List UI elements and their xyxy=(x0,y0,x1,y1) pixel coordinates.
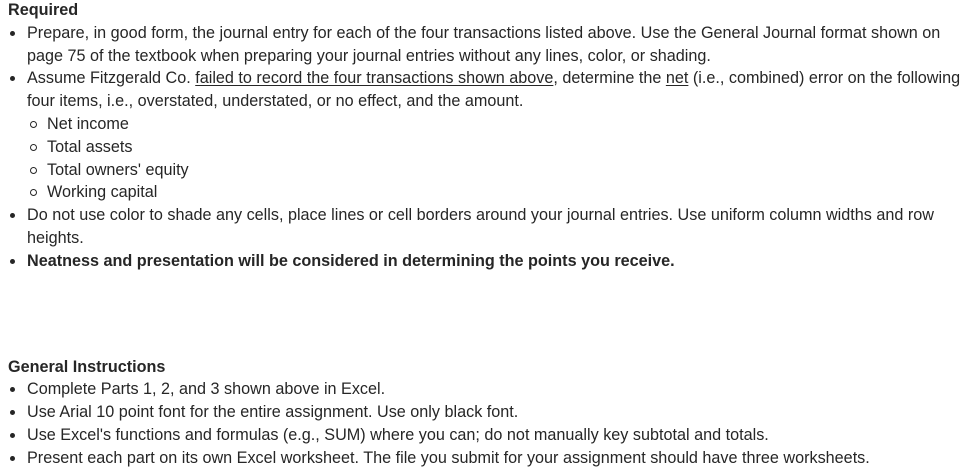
list-item xyxy=(8,22,974,68)
hollow-bullet-icon xyxy=(30,121,37,128)
sublist-item-text: Total assets xyxy=(47,137,133,156)
list-item-text: Use Excel's functions and formulas (e.g., SUM) where you can; do not manually key subtotal and totals. xyxy=(27,425,769,444)
bullet-icon xyxy=(10,410,15,415)
underlined-word: net xyxy=(665,69,689,88)
list-item-text: Present each part on its own Excel worksheet. The file you submit for your assignment should have three worksheets. xyxy=(27,448,870,467)
list-item xyxy=(8,250,974,273)
hollow-bullet-icon xyxy=(30,144,37,151)
bullet-icon xyxy=(10,76,15,81)
hollow-bullet-icon xyxy=(30,167,37,174)
list-item-text: Use Arial 10 point font for the entire assignment. Use only black font. xyxy=(27,403,519,422)
sublist-item xyxy=(27,181,974,204)
sublist-item xyxy=(27,159,974,182)
list-item-text-part: , determine the xyxy=(553,69,666,88)
bullet-icon xyxy=(10,213,15,218)
bullet-icon xyxy=(10,387,15,392)
list-item-text: Do not use color to shade any cells, place lines or cell borders around your journal entries. Use uniform column widths and row heights. xyxy=(27,206,934,247)
list-item-text: Prepare, in good form, the journal entry for each of the four transactions listed above. Use the General Journal format shown on page 75 of the textbook when preparing your journal entries without any lines, color, or shading. xyxy=(27,23,941,65)
bullet-icon xyxy=(10,259,15,264)
list-item-text: Complete Parts 1, 2, and 3 shown above in Excel. xyxy=(27,380,386,399)
bullet-icon xyxy=(10,456,15,461)
sublist-item xyxy=(27,113,974,136)
bullet-icon xyxy=(10,433,15,438)
list-item xyxy=(8,67,974,204)
list-item-text: Neatness and presentation will be considered in determining the points you receive. xyxy=(27,251,675,270)
general-instructions-list xyxy=(8,378,974,469)
sublist-item xyxy=(27,136,974,159)
list-item-text-part: Assume Fitzgerald Co. xyxy=(27,69,196,88)
sublist-item-text: Total owners' equity xyxy=(47,160,189,179)
list-item xyxy=(8,424,974,447)
sublist-item-text: Net income xyxy=(47,114,129,133)
sublist-item-text: Working capital xyxy=(47,183,158,202)
list-item xyxy=(8,378,974,401)
list-item xyxy=(8,204,974,250)
underlined-phrase: failed to record the four transactions shown above xyxy=(195,69,554,88)
hollow-bullet-icon xyxy=(30,189,37,196)
list-item-text-part: (i.e., combined) error on the following four items, i.e., overstated, understated, or no effect, and the amount. xyxy=(27,69,961,111)
required-list xyxy=(8,22,974,273)
list-item xyxy=(8,401,974,424)
general-instructions-heading: General Instructions xyxy=(8,357,166,376)
list-item xyxy=(8,447,974,470)
error-items-sublist xyxy=(27,113,974,204)
bullet-icon xyxy=(10,31,15,36)
required-heading: Required xyxy=(8,1,79,19)
